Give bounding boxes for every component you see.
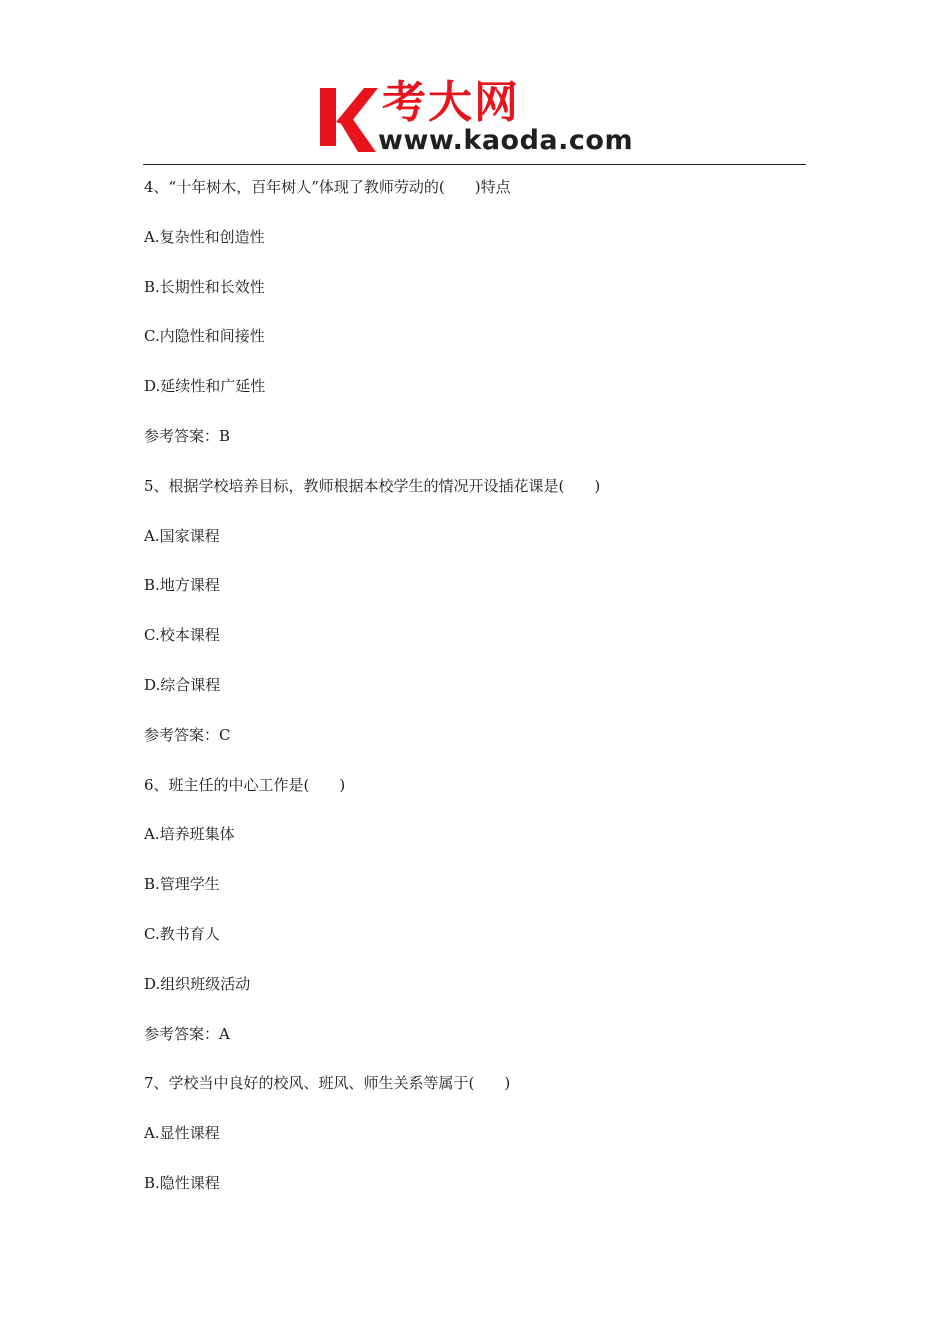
brand-name: 考大网 [382,77,520,128]
q6-option-a: A.培养班集体 [144,825,235,844]
question-4: 4、“十年树木，百年树人”体现了教师劳动的( )特点 [144,178,511,196]
header-divider [143,164,806,165]
q4-option-b: B.长期性和长效性 [144,277,265,296]
q5-answer: 参考答案：C [144,725,231,744]
q5-option-d: D.综合课程 [144,675,221,694]
q4-option-a: A.复杂性和创造性 [144,227,265,246]
kaoda-logo [318,78,648,160]
q4-answer: 参考答案：B [144,426,231,445]
q6-option-c: C.教书育人 [144,924,220,943]
q6-option-d: D.组织班级活动 [144,974,251,993]
question-7: 7、学校当中良好的校风、班风、师生关系等属于( ) [144,1074,511,1093]
q7-option-b: B.隐性课程 [144,1173,220,1192]
q4-option-c: C.内隐性和间接性 [144,327,265,346]
k-logo-icon [318,82,380,154]
q5-option-c: C.校本课程 [144,626,220,645]
q6-option-b: B.管理学生 [144,875,220,894]
q4-option-d: D.延续性和广延性 [144,377,266,396]
q6-answer: 参考答案：A [144,1024,230,1043]
question-6: 6、班主任的中心工作是( ) [144,775,346,794]
question-list [144,174,804,1220]
q7-option-a: A.显性课程 [144,1124,220,1143]
question-5: 5、根据学校培养目标，教师根据本校学生的情况开设插花课是( ) [144,476,601,495]
q5-option-a: A.国家课程 [144,526,220,545]
q5-option-b: B.地方课程 [144,576,220,595]
brand-url: www.kaoda.com [378,125,634,156]
